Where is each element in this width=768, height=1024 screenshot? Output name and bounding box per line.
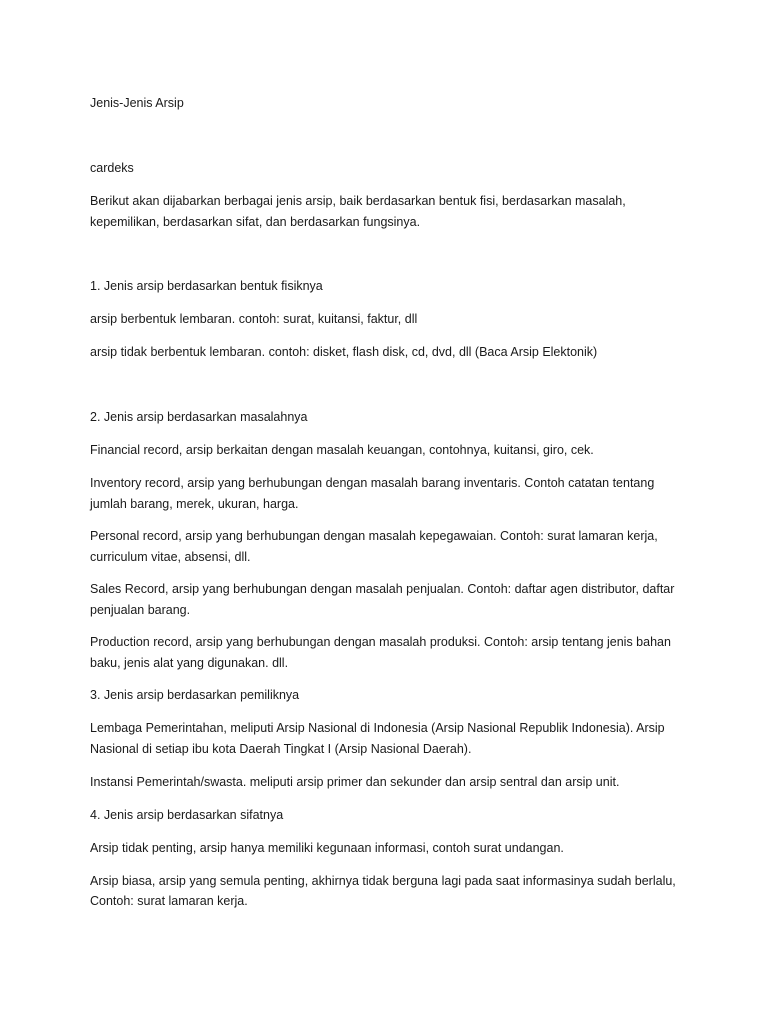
paragraph-line: Arsip biasa, arsip yang semula penting, akhirnya tidak berguna lagi pada saat informasinya sudah berlalu,: [90, 874, 676, 888]
paragraph-line: Lembaga Pemerintahan, meliputi Arsip Nasional di Indonesia (Arsip Nasional Republik Indonesia). Arsip: [90, 721, 665, 735]
section-heading-3: 3. Jenis arsip berdasarkan pemiliknya: [90, 688, 300, 702]
paragraph-line: penjualan barang.: [90, 603, 191, 617]
paragraph-line: Contoh: surat lamaran kerja.: [90, 894, 248, 908]
paragraph-line: Nasional di setiap ibu kota Daerah Tingkat I (Arsip Nasional Daerah).: [90, 742, 472, 756]
paragraph-line: Arsip tidak penting, arsip hanya memiliki kegunaan informasi, contoh surat undangan.: [90, 841, 564, 855]
paragraph-line: jumlah barang, merek, ukuran, harga.: [90, 497, 299, 511]
paragraph-line: baku, jenis alat yang digunakan. dll.: [90, 656, 289, 670]
paragraph-line: Inventory record, arsip yang berhubungan dengan masalah barang inventaris. Contoh catatan tentang: [90, 476, 655, 490]
paragraph-line: curriculum vitae, absensi, dll.: [90, 550, 251, 564]
intro-line-2: kepemilikan, berdasarkan sifat, dan berdasarkan fungsinya.: [90, 215, 421, 229]
paragraph-line: Financial record, arsip berkaitan dengan masalah keuangan, contohnya, kuitansi, giro, cek.: [90, 443, 594, 457]
section-heading-2: 2. Jenis arsip berdasarkan masalahnya: [90, 410, 308, 424]
paragraph-line: Sales Record, arsip yang berhubungan dengan masalah penjualan. Contoh: daftar agen distributor, daftar: [90, 582, 675, 596]
image-caption: cardeks: [90, 161, 134, 175]
paragraph-line: Production record, arsip yang berhubungan dengan masalah produksi. Contoh: arsip tentang jenis bahan: [90, 635, 671, 649]
paragraph-line: arsip berbentuk lembaran. contoh: surat, kuitansi, faktur, dll: [90, 312, 418, 326]
document-title: Jenis-Jenis Arsip: [90, 96, 184, 110]
paragraph-line: Instansi Pemerintah/swasta. meliputi arsip primer dan sekunder dan arsip sentral dan arsip unit.: [90, 775, 620, 789]
paragraph-line: arsip tidak berbentuk lembaran. contoh: disket, flash disk, cd, dvd, dll (Baca Arsip Elektonik): [90, 345, 598, 359]
section-heading-4: 4. Jenis arsip berdasarkan sifatnya: [90, 808, 284, 822]
intro-line-1: Berikut akan dijabarkan berbagai jenis arsip, baik berdasarkan bentuk fisi, berdasarkan masalah,: [90, 194, 626, 208]
paragraph-line: Personal record, arsip yang berhubungan dengan masalah kepegawaian. Contoh: surat lamaran kerja,: [90, 529, 658, 543]
section-heading-1: 1. Jenis arsip berdasarkan bentuk fisiknya: [90, 279, 323, 293]
